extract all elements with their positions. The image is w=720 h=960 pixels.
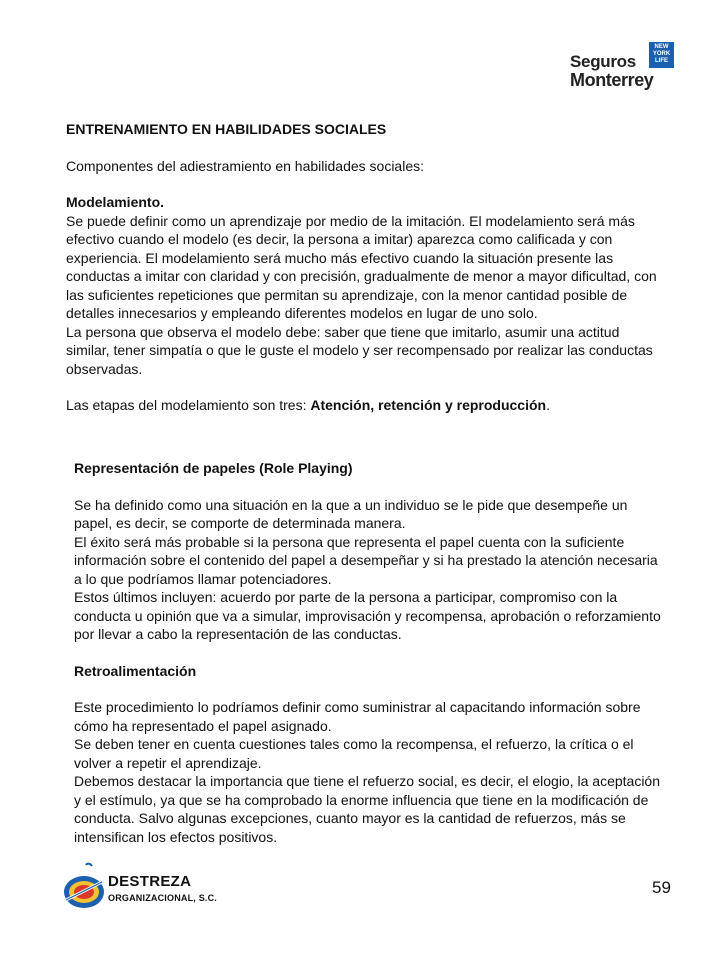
- modelamiento-heading: Modelamiento.: [66, 194, 165, 210]
- page-title: ENTRENAMIENTO EN HABILIDADES SOCIALES: [66, 121, 387, 137]
- stages-sentence: [66, 396, 662, 415]
- page-number: 59: [652, 878, 671, 897]
- intro-text: Componentes del adiestramiento en habilidades sociales:: [66, 157, 424, 174]
- destreza-wordmark: [108, 874, 217, 906]
- badge-line-3: LIFE: [655, 58, 668, 64]
- brand-name: [570, 52, 653, 90]
- brand-line-2: Monterrey: [570, 70, 654, 90]
- modelamiento-paragraph-2: La persona que observa el modelo debe: saber que tiene que imitarlo, asumir una actitud similar, tener simpatía o que le guste el modelo y ser recompensado por realizar las conductas observadas.: [66, 323, 653, 377]
- stages-list: Atención, retención y reproducción: [310, 397, 547, 413]
- role-playing-paragraph-2: El éxito será más probable si la persona que representa el papel cuenta con la suficiente información sobre el contenido del papel a desempeñar y si ha prestado la atención necesaria a lo que podríamos llamar potenciadores.: [74, 533, 658, 587]
- brand-line-1: Seguros: [570, 52, 636, 71]
- badge-line-1: NEW: [654, 44, 669, 50]
- badge-line-2: YORK: [652, 51, 671, 57]
- role-playing-paragraph-3: Estos últimos incluyen: acuerdo por parte de la persona a participar, compromiso con la conducta u opinión que va a simular, improvisación y recompensa, aprobación o reforzamiento por llevar a cabo la representación de las conductas.: [74, 589, 661, 642]
- destreza-logo: [60, 862, 220, 914]
- retroalimentacion-paragraph-1: Este procedimiento lo podríamos definir como suministrar al capacitando información sobre cómo ha representado el papel asignado.: [74, 699, 641, 734]
- new-york-life-badge: [649, 42, 674, 68]
- retroalimentacion-paragraph-3: Debemos destacar la importancia que tiene el refuerzo social, es decir, el elogio, la aceptación y el estímulo, ya que se ha comprobado la enorme influencia que tiene en la modificación de conducta. Salvo algunas excepciones, cuanto mayor es la cantidad de refuerzos, más se intensifican los efectos positivos.: [74, 773, 660, 845]
- retroalimentacion-paragraph-2: Se deben tener en cuenta cuestiones tales como la recompensa, el refuerzo, la crítica o el volver a repetir el aprendizaje.: [74, 736, 634, 771]
- section-role-playing: [74, 459, 664, 846]
- destreza-line-1: DESTREZA: [108, 873, 192, 890]
- seguros-monterrey-logo: [570, 42, 675, 94]
- retroalimentacion-heading: Retroalimentación: [74, 662, 197, 679]
- modelamiento-paragraph-1: Se puede definir como un aprendizaje por medio de la imitación. El modelamiento será más efectivo cuando el modelo (es decir, la persona a imitar) aparezca como calificada y con experiencia. El modelamiento será mucho más efectivo cuando la situación presente las conductas a imitar con claridad y con precisión, gradualmente de menor a mayor dificultad, con las suficientes repeticiones que permitan su aprendizaje, con la menor cantidad posible de detalles innecesarios y empleando diferentes modelos en lugar de uno solo.: [66, 212, 657, 321]
- role-playing-heading: Representación de papeles (Role Playing): [74, 460, 353, 476]
- stages-suffix: .: [546, 397, 550, 413]
- section-modelamiento: [66, 120, 662, 415]
- destreza-line-2: ORGANIZACIONAL, S.C.: [108, 893, 217, 903]
- role-playing-paragraph-1: Se ha definido como una situación en la que a un individuo se le pide que desempeñe un papel, es decir, se comporte de determinada manera.: [74, 496, 628, 531]
- stages-prefix: Las etapas del modelamiento son tres:: [66, 397, 311, 413]
- destreza-emblem-icon: [60, 862, 110, 914]
